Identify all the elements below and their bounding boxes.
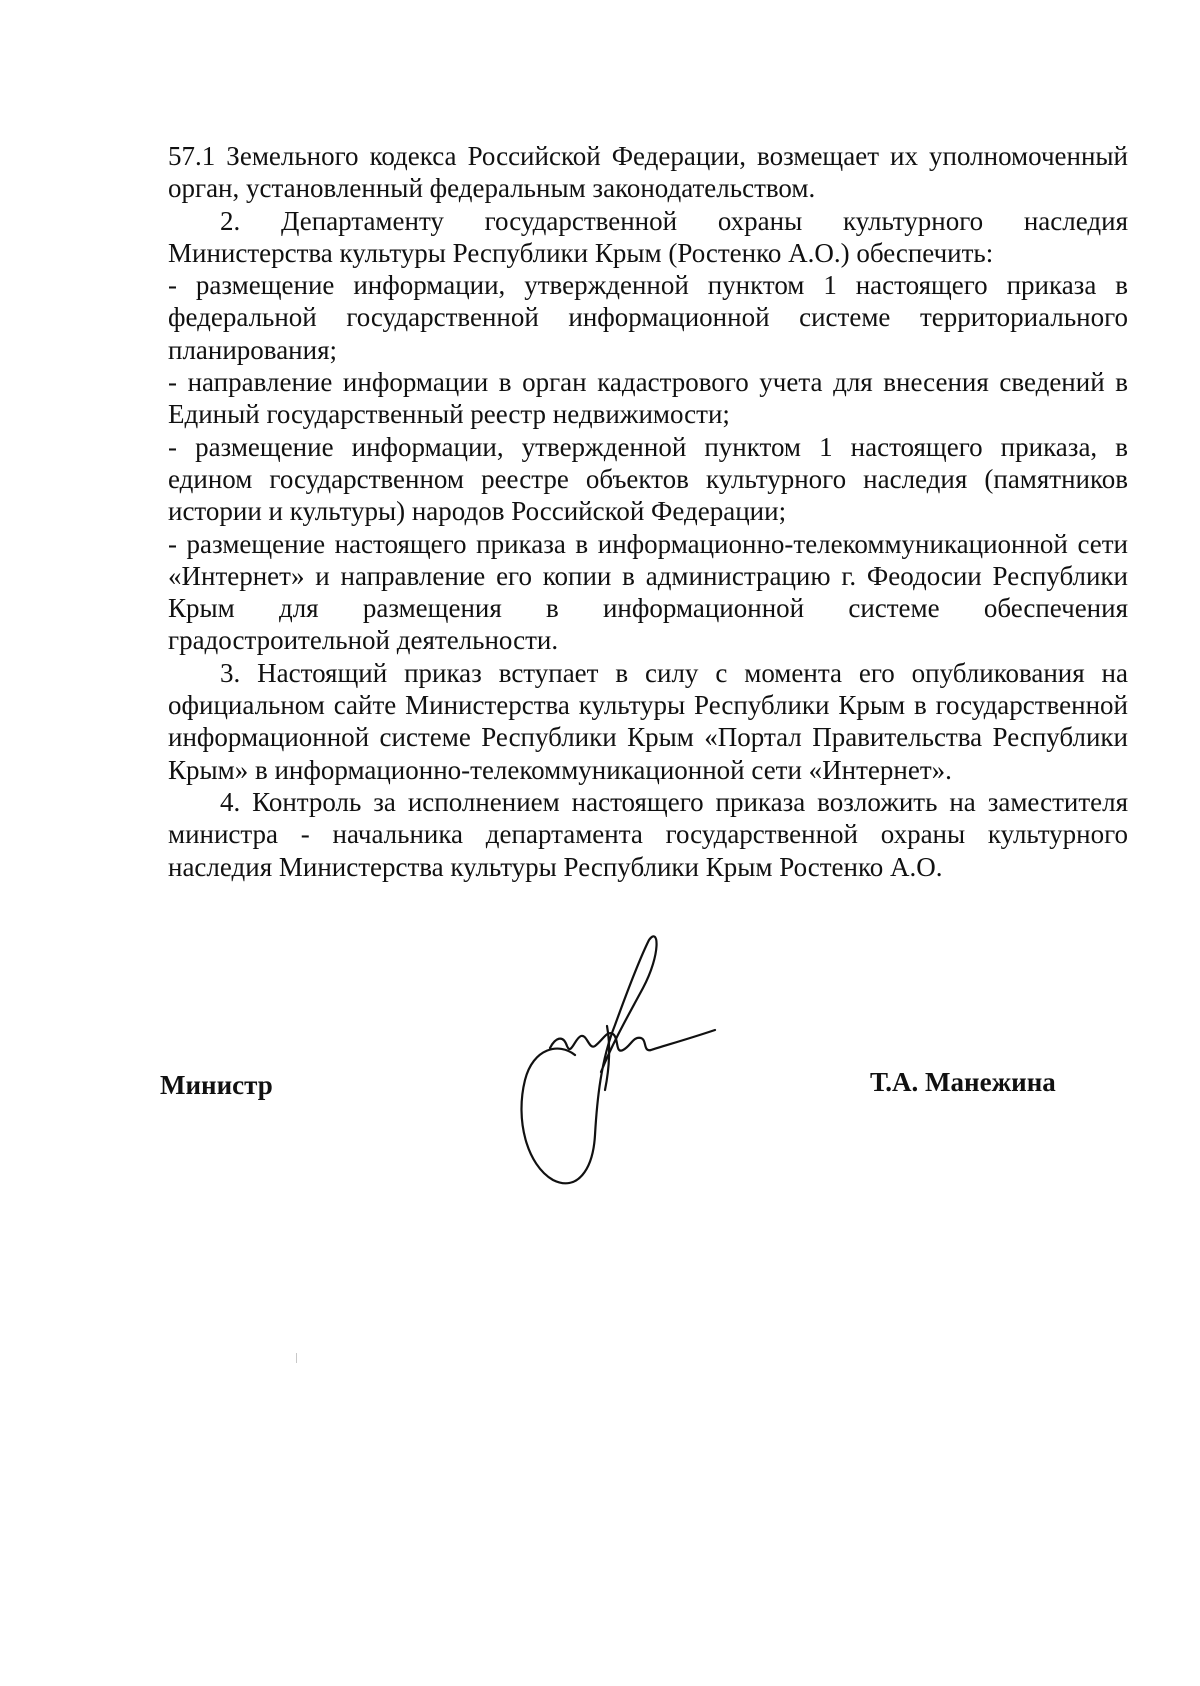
signatory-title: Министр bbox=[160, 1070, 273, 1100]
bullet-internet-publication: - размещение настоящего приказа в информационно-телекоммуникационной сети «Интернет» и направление его копии в администрацию г. Феодосии Республики Крым для размещения в информационной системе обеспечения градостроительной деятельности. bbox=[168, 528, 1128, 656]
bullet-federal-system: - размещение информации, утвержденной пунктом 1 настоящего приказа в федеральной государственной информационной системе территориального планирования; bbox=[168, 270, 1128, 365]
signature-loop-stroke bbox=[521, 936, 656, 1183]
paragraph-item-4: 4. Контроль за исполнением настоящего приказа возложить на заместителя министра - начальника департамента государственной охраны культурного наследия Министерства культуры Республики Крым Ростенко А.О. bbox=[168, 786, 1128, 882]
bullet-heritage-registry: - размещение информации, утвержденной пунктом 1 настоящего приказа, в едином государственном реестре объектов культурного наследия (памятников истории и культуры) народов Российской Федерации; bbox=[168, 431, 1128, 527]
handwritten-signature bbox=[515, 930, 745, 1200]
bullet-cadastral-registry: - направление информации в орган кадастрового учета для внесения сведений в Единый государственный реестр недвижимости; bbox=[168, 367, 1128, 430]
signature-name-stroke bbox=[550, 1030, 715, 1051]
paragraph-continuation-57-1: 57.1 Земельного кодекса Российской Федерации, возмещает их уполномоченный орган, установленный федеральным законодательством. bbox=[168, 141, 1128, 204]
paragraph-item-2: 2. Департаменту государственной охраны культурного наследия Министерства культуры Республики Крым (Ростенко А.О.) обеспечить: bbox=[168, 205, 1128, 268]
paragraph-item-3: 3. Настоящий приказ вступает в силу с момента его опубликования на официальном сайте Министерства культуры Республики Крым в государственной информационной системе Республики Крым «Портал Правительства Республики Крым» в информационно-телекоммуникационной сети «Интернет». bbox=[168, 657, 1128, 785]
scan-artifact bbox=[296, 1353, 297, 1363]
signatory-name: Т.А. Манежина bbox=[870, 1067, 1056, 1097]
